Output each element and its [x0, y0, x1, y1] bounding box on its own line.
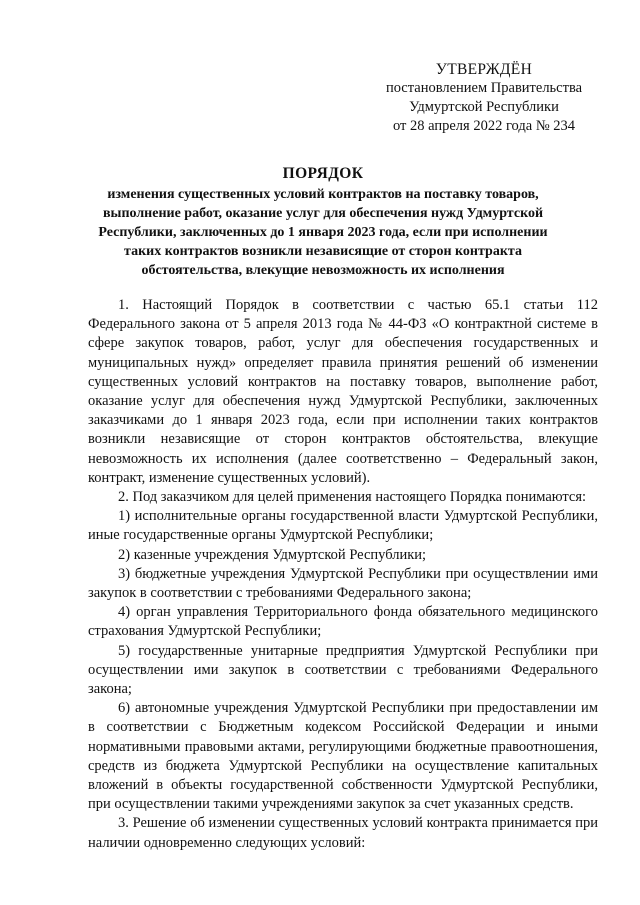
approval-heading: УТВЕРЖДЁН [435, 61, 533, 78]
paragraph: 2. Под заказчиком для целей применения настоящего Порядка понимаются: [118, 489, 587, 506]
title-text: изменения существенных условий контрактов на поставку товаров, выполнение работ, оказание услуг для обеспечения нужд Удмуртской Республики, заключенных до 1 января 2023 года, если при исполнении таких контрактов возникли независящие от сторон контракта обстоятельства, влекущие невозможность их исполнения [98, 187, 548, 278]
approval-line: Удмуртской Республики [409, 99, 559, 115]
approval-line: от 28 апреля 2022 года № 234 [392, 118, 576, 134]
paragraph: 3. Решение об изменении существенных условий контракта принимается при наличии одновременно следующих условий: [88, 815, 598, 851]
paragraph: 2) казенные учреждения Удмуртской Республики; [118, 546, 427, 563]
paragraph: 1. Настоящий Порядок в соответствии с частью 65.1 статьи 112 Федерального закона от 5 апреля 2013 года № 44-ФЗ «О контрактной системе в сфере закупок товаров, работ, услуг для обеспечения государственных и муниципальных нужд» определяет правила принятия решений об изменении существенных условий контрактов на поставку товаров, выполнение работ, оказание услуг для обеспечения нужд Удмуртской Республики, заключенных заказчиками до 1 января 2023 года, если при исполнении таких контрактов возникли независящие от сторон контрактов обстоятельства, влекущие невозможность их исполнения (далее соответственно – Федеральный закон, контракт, изменение существенных условий). [88, 297, 598, 486]
approval-line: постановлением Правительства [385, 80, 583, 96]
title-heading: ПОРЯДОК [282, 165, 364, 182]
document-title [88, 164, 558, 280]
paragraph: 5) государственные унитарные предприятия Удмуртской Республики при осуществлении ими закупок в соответствии с требованиями Федерального закона; [88, 642, 598, 698]
paragraph: 1) исполнительные органы государственной власти Удмуртской Республики, иные государственные органы Удмуртской Республики; [88, 508, 598, 544]
approval-stamp [384, 60, 584, 136]
paragraph: 3) бюджетные учреждения Удмуртской Республики при осуществлении ими закупок в соответствии с требованиями Федерального закона; [88, 565, 598, 602]
document-body [88, 296, 598, 853]
paragraph: 6) автономные учреждения Удмуртской Республики при предоставлении им в соответствии с Бюджетным кодексом Российской Федерации и иными нормативными правовыми актами, регулирующими бюджетные правоотношения, средств из бюджета Удмуртской Республики на осуществление капитальных вложений в объекты государственной собственности Удмуртской Республики, при осуществлении такими учреждениями закупок за счет указанных средств. [88, 700, 598, 813]
paragraph: 4) орган управления Территориального фонда обязательного медицинского страхования Удмуртской Республики; [88, 604, 598, 640]
